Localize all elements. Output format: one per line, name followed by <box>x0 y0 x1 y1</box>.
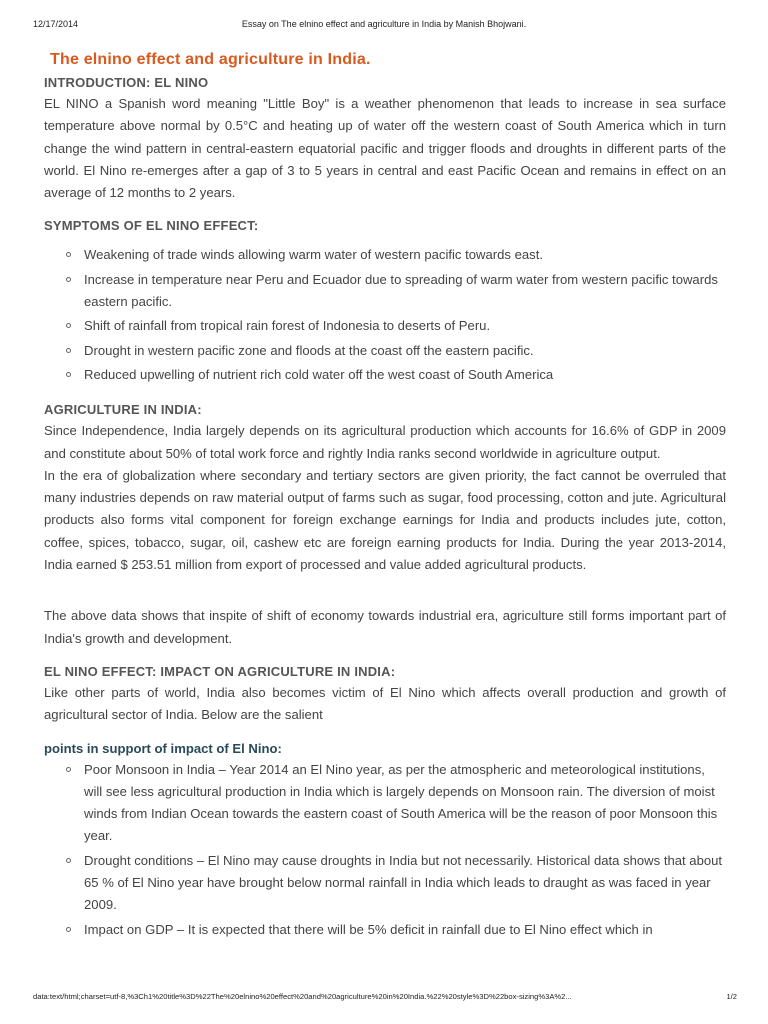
list-item: Drought in western pacific zone and floods at the coast off the eastern pacific. <box>44 340 726 362</box>
article <box>44 50 726 941</box>
impact-heading: EL NINO EFFECT: IMPACT ON AGRICULTURE IN INDIA: <box>44 663 396 679</box>
circle-bullet-icon <box>66 927 71 932</box>
agriculture-paragraph-1: Since Independence, India largely depends on its agricultural production which accounts for 16.6% of GDP in 2009 and constitute about 50% of total work force and rightly India ranks second worldwide in agriculture output. <box>44 423 726 461</box>
intro-paragraph: EL NINO a Spanish word meaning "Little Boy" is a weather phenomenon that leads to increase in sea surface temperature above normal by 0.5°C and heating up of water off the western coast of South America which in turn change the wind pattern in central-eastern equatorial pacific and trigger floods and droughts in different parts of the world. El Nino re-emerges after a gap of 3 to 5 years in central and east Pacific Ocean and remains in effect on an average of 12 months to 2 years. <box>44 96 726 201</box>
data-summary-paragraph: The above data shows that inspite of shift of economy towards industrial era, agriculture still forms important part of India's growth and development. <box>44 608 726 646</box>
list-item: Poor Monsoon in India – Year 2014 an El Nino year, as per the atmospheric and meteorological institutions, will see less agricultural production in India which is largely depends on Monsoon rain. The diversion of moist winds from Indian Ocean towards the eastern coast of South America will be the reason of poor Monsoon this year. <box>44 759 726 848</box>
circle-bullet-icon <box>66 323 71 328</box>
circle-bullet-icon <box>66 372 71 377</box>
list-item: Drought conditions – El Nino may cause droughts in India but not necessarily. Historical data shows that about 65 % of El Nino year have brought below normal rainfall in India which leads to draught as was faced in year 2009. <box>44 850 726 917</box>
points-heading: points in support of impact of El Nino: <box>44 740 282 756</box>
circle-bullet-icon <box>66 858 71 863</box>
symptoms-heading: SYMPTOMS OF EL NINO EFFECT: <box>44 218 259 234</box>
print-footer <box>0 992 768 1012</box>
circle-bullet-icon <box>66 252 71 257</box>
symptoms-list <box>44 244 726 386</box>
intro-heading: INTRODUCTION: EL NINO <box>44 75 209 90</box>
print-doc-title: Essay on The elnino effect and agriculture in India by Manish Bhojwani. <box>241 19 527 29</box>
list-item: Weakening of trade winds allowing warm water of western pacific towards east. <box>44 244 726 266</box>
list-item: Impact on GDP – It is expected that there will be 5% deficit in rainfall due to El Nino effect which in <box>44 919 726 941</box>
print-url: data:text/html;charset=utf-8,%3Ch1%20title%3D%22The%20elnino%20effect%20and%20agriculture%20in%20India.%22%20style%3D%22box-sizing%3A%2... <box>33 992 572 1001</box>
agriculture-heading: AGRICULTURE IN INDIA: <box>44 402 202 418</box>
agriculture-paragraph-2: In the era of globalization where secondary and tertiary sectors are given priority, the fact cannot be overruled that many industries depends on raw material output of farms such as sugar, food processing, cotton and jute. Agricultural products also forms vital component for foreign exchange earnings for India and products includes jute, cotton, coffee, spices, tobacco, sugar, oil, cashew etc are foreign earning products for India. During the year 2013-2014, India earned $ 253.51 million from export of processed and value added agricultural products. <box>44 467 726 573</box>
print-header <box>0 0 768 34</box>
circle-bullet-icon <box>66 348 71 353</box>
page-number: 1/2 <box>726 992 737 1001</box>
circle-bullet-icon <box>66 277 71 282</box>
points-list <box>44 759 726 941</box>
list-item: Increase in temperature near Peru and Ecuador due to spreading of warm water from western pacific towards eastern pacific. <box>44 269 726 314</box>
list-item: Shift of rainfall from tropical rain forest of Indonesia to deserts of Peru. <box>44 315 726 337</box>
circle-bullet-icon <box>66 767 71 772</box>
list-item: Reduced upwelling of nutrient rich cold water off the west coast of South America <box>44 364 726 386</box>
article-title: The elnino effect and agriculture in India. <box>50 51 371 68</box>
print-date: 12/17/2014 <box>33 19 79 29</box>
impact-paragraph: Like other parts of world, India also becomes victim of El Nino which affects overall production and growth of agricultural sector of India. Below are the salient <box>44 684 726 723</box>
